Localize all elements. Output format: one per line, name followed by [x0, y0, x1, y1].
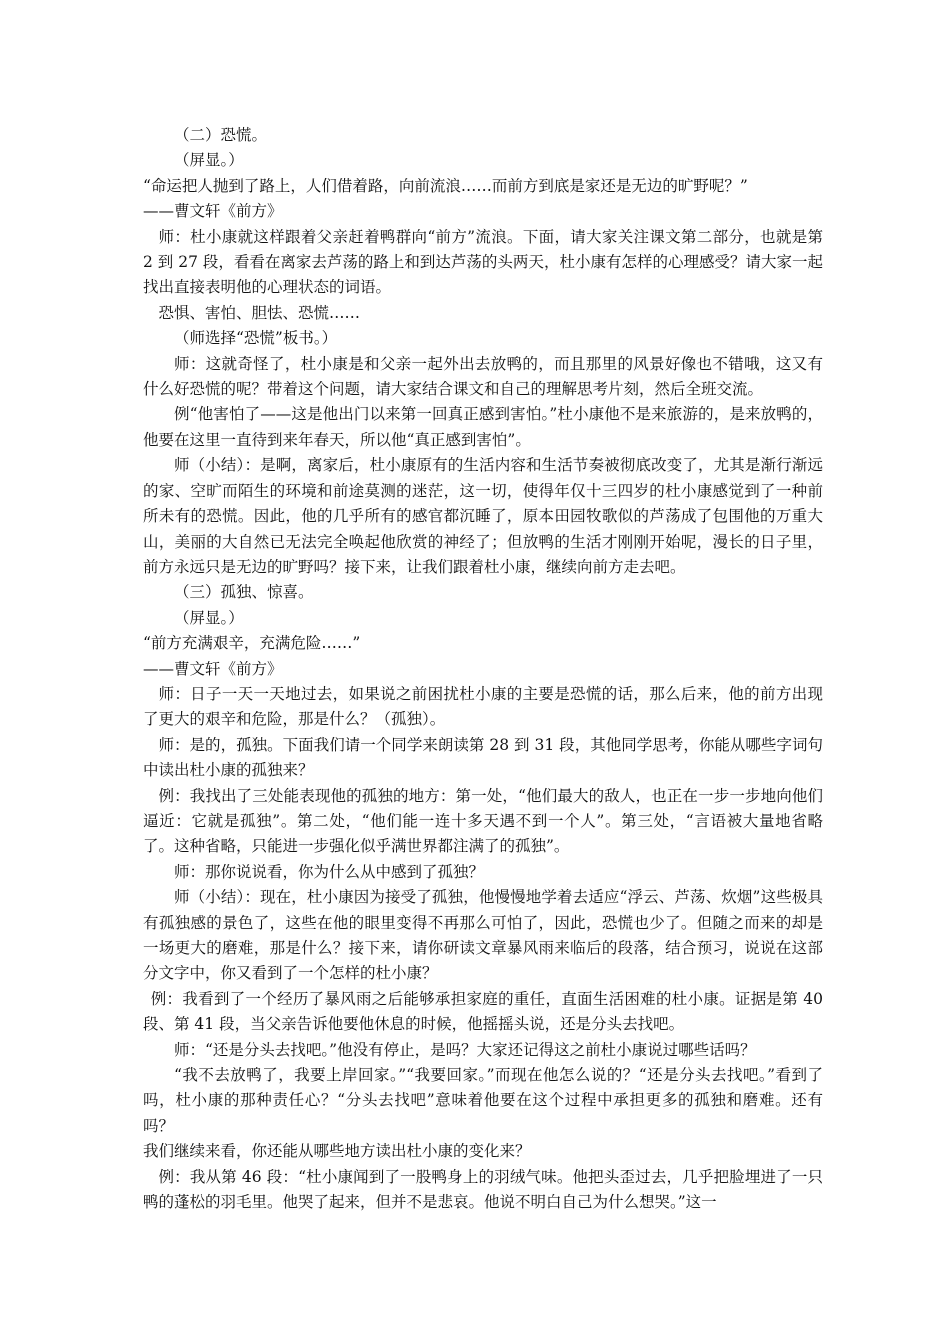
- quotation-source: ——曹文轩《前方》: [143, 659, 283, 678]
- section-heading: （三）孤独、惊喜。: [174, 583, 314, 602]
- teacher-paragraph: 师：这就奇怪了，杜小康是和父亲一起外出去放鸭的，而且那里的风景好像也不错哦，这又有什么好恐慌的呢？带着这个问题，请大家结合课文和自己的理解思考片刻，然后全班交流。: [143, 354, 823, 399]
- teacher-paragraph: 师：杜小康就这样跟着父亲赶着鸭群向“前方”流浪。下面，请大家关注课文第二部分，也就是第 2 到 27 段，看看在离家去芦荡的路上和到达芦荡的头两天，杜小康有怎样的心理感受？请大家一起找出直接表明他的心理状态的词语。: [143, 227, 823, 297]
- example-paragraph: 例：我从第 46 段：“杜小康闻到了一股鸭身上的羽绒气味。他把头歪过去，几乎把脸埋进了一只鸭的蓬松的羽毛里。他哭了起来，但并不是悲哀。他说不明白自己为什么想哭。”这一: [143, 1167, 823, 1212]
- teacher-paragraph: 师：那你说说看，你为什么从中感到了孤独？: [174, 862, 485, 881]
- quotation: “前方充满艰辛，充满危险……”: [143, 634, 361, 653]
- teacher-paragraph: “我不去放鸭了，我要上岸回家。”“我要回家。”而现在他怎么说的？“还是分头去找吧。”看到了吗，杜小康的那种责任心？“分头去找吧”意味着他要在这个过程中承担更多的孤独和磨难。还有吗？: [143, 1066, 823, 1135]
- teacher-paragraph: 师：是的，孤独。下面我们请一个同学来朗读第 28 到 31 段，其他同学思考，你能从哪些字词句中读出杜小康的孤独来？: [143, 735, 823, 780]
- quotation: “命运把人抛到了路上，人们借着路，向前流浪……而前方到底是家还是无边的旷野呢？”: [143, 176, 748, 195]
- teacher-summary-paragraph: 师（小结）：现在，杜小康因为接受了孤独，他慢慢地学着去适应“浮云、芦荡、炊烟”这些极具有孤独感的景色了，这些在他的眼里变得不再那么可怕了，因此，恐慌也少了。但随之而来的却是一场更大的磨难，那是什么？接下来，请你研读文章暴风雨来临后的段落，结合预习，说说在这部分文字中，你又看到了一个怎样的杜小康？: [143, 888, 823, 983]
- teacher-paragraph: 师：日子一天一天地过去，如果说之前困扰杜小康的主要是恐慌的话，那么后来，他的前方出现了更大的艰辛和危险，那是什么？（孤独）。: [143, 684, 823, 729]
- answer-paragraph: 恐惧、害怕、胆怯、恐慌……: [158, 303, 361, 322]
- document-body: [143, 123, 823, 1215]
- quotation-source: ——曹文轩《前方》: [143, 202, 283, 221]
- section-heading: （二）恐慌。: [174, 126, 268, 144]
- board-note: （师选择“恐慌”板书。）: [174, 329, 338, 348]
- screen-display-note: （屏显。）: [174, 151, 244, 170]
- example-paragraph: 例：我看到了一个经历了暴风雨之后能够承担家庭的重任，直面生活困难的杜小康。证据是第 40 段、第 41 段，当父亲告诉他要他休息的时候，他摇摇头说，还是分头去找吧。: [143, 989, 823, 1034]
- teacher-paragraph: 我们继续来看，你还能从哪些地方读出杜小康的变化来？: [143, 1142, 531, 1161]
- teacher-summary-paragraph: 师（小结）：是啊，离家后，杜小康原有的生活内容和生活节奏被彻底改变了，尤其是渐行渐远的家、空旷而陌生的环境和前途莫测的迷茫，这一切，使得年仅十三四岁的杜小康感觉到了一种前所未有的恐慌。因此，他的几乎所有的感官都沉睡了，原本田园牧歌似的芦荡成了包围他的万重大山，美丽的大自然已无法完全唤起他欣赏的神经了；但放鸭的生活才刚刚开始呢，漫长的日子里，前方永远只是无边的旷野吗？接下来，让我们跟着杜小康，继续向前方走去吧。: [143, 456, 823, 576]
- example-paragraph: 例“他害怕了——这是他出门以来第一回真正感到害怕。”杜小康他不是来旅游的，是来放鸭的，他要在这里一直待到来年春天，所以他“真正感到害怕”。: [143, 405, 823, 449]
- teacher-paragraph: 师：“还是分头去找吧。”他没有停止，是吗？大家还记得这之前杜小康说过哪些话吗？: [174, 1040, 756, 1059]
- example-paragraph: 例：我找出了三处能表现他的孤独的地方：第一处，“他们最大的敌人，也正在一步一步地向他们逼近：它就是孤独”。第二处，“他们能一连十多天遇不到一个人”。第三处，“言语被大量地省略了。这种省略，只能进一步强化似乎满世界都注满了的孤独”。: [143, 786, 823, 856]
- screen-display-note: （屏显。）: [174, 608, 244, 627]
